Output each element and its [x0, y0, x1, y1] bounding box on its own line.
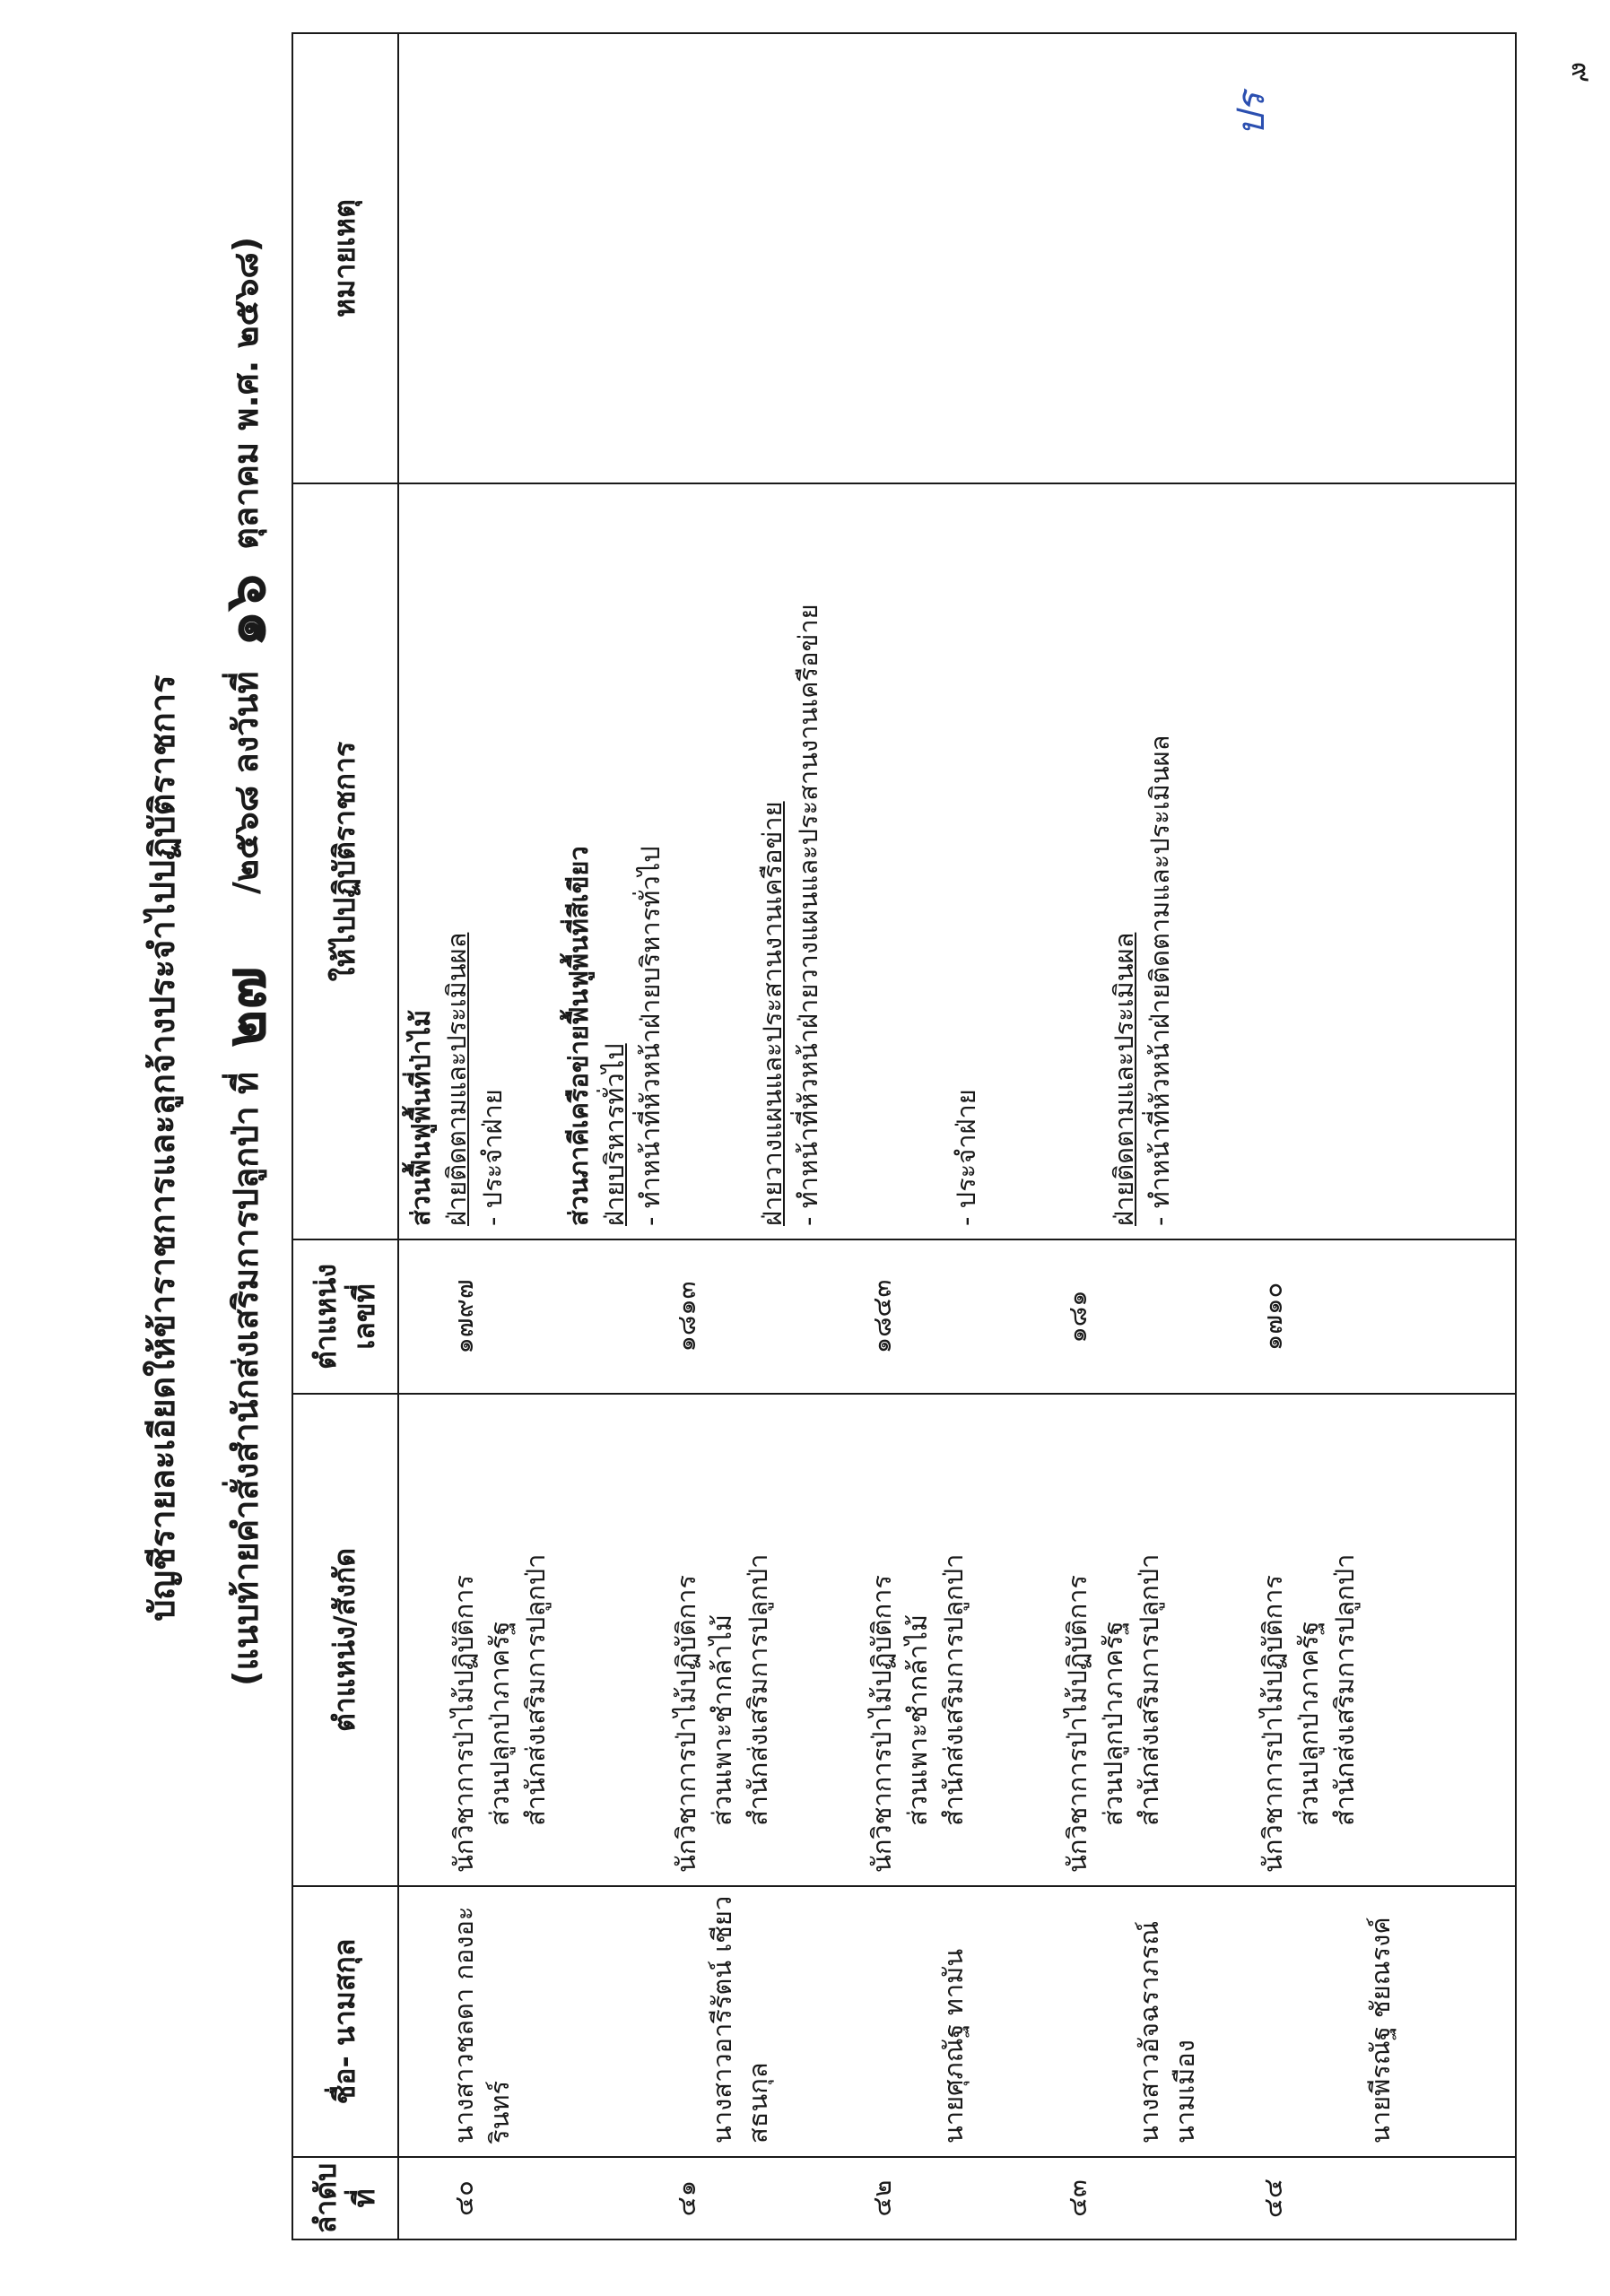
header-position: ตำแหน่ง/สังกัด — [292, 1394, 398, 1886]
seq-41: ๔๑ — [671, 2179, 702, 2217]
seq-40: ๔๐ — [448, 2180, 479, 2216]
duty-40: - ประจำฝ่าย — [477, 1089, 509, 1226]
pos-no-column — [398, 1239, 1516, 1394]
position-43 — [1059, 1400, 1167, 1873]
pos-no-41: ๑๘๑๓ — [671, 1281, 702, 1352]
duty-42: - ทำหน้าที่หัวหน้าฝ่ายวางแผนและประสานงานเครือข่าย — [793, 604, 824, 1226]
position-44 — [1255, 1400, 1362, 1873]
position-office: สำนักส่งเสริมการปลูกป่า — [743, 1553, 774, 1826]
position-title: นักวิชาการป่าไม้ปฏิบัติการ — [866, 1575, 898, 1873]
unit-44: ฝ่ายติดตามและประเมินผล — [1109, 932, 1140, 1226]
pos-no-44: ๑๗๑๐ — [1258, 1282, 1289, 1352]
position-title: นักวิชาการป่าไม้ปฏิบัติการ — [671, 1575, 702, 1873]
order-number: ๒๗ — [213, 966, 279, 1048]
name-43: นางสาวอัจฉราภรณ์ นามเมือง — [1134, 1920, 1201, 2144]
page-number: ๙ — [1565, 61, 1599, 83]
position-division: ส่วนเพาะชำกล้าไม้ — [707, 1614, 738, 1826]
document-title: บัญชีรายละเอียดให้ข้าราชการและลูกจ้างประจำไปปฏิบัติราชการ — [143, 674, 182, 1622]
seq-42: ๔๒ — [866, 2179, 898, 2217]
name-40: นางสาวชลดา กองอะรินทร์ — [448, 1906, 516, 2144]
position-40 — [446, 1400, 553, 1873]
header-pos-no — [292, 1239, 398, 1394]
position-title: นักวิชาการป่าไม้ปฏิบัติการ — [448, 1575, 479, 1873]
name-41: นางสาวอารีรัตน์ เชียวสธนกุล — [707, 1895, 774, 2144]
seq-44: ๔๔ — [1258, 2179, 1289, 2218]
duty-43: - ประจำฝ่าย — [951, 1089, 982, 1226]
position-division: ส่วนปลูกป่าภาครัฐ — [484, 1621, 516, 1826]
duty-44: - ทำหน้าที่หัวหน้าฝ่ายติดตามและประเมินผล — [1144, 735, 1176, 1226]
section-heading-41: ส่วนภาคีเครือข่ายฟื้นฟูพื้นที่สีเขียว — [563, 846, 595, 1226]
position-office: สำนักส่งเสริมการปลูกป่า — [1134, 1553, 1165, 1826]
name-42: นายศุภณัฐ ทามัน — [938, 1948, 970, 2144]
unit-41: ฝ่ายบริหารทั่วไป — [599, 1043, 631, 1226]
position-title: นักวิชาการป่าไม้ปฏิบัติการ — [1258, 1575, 1289, 1873]
order-month-year: ตุลาคม พ.ศ. ๒๕๖๘) — [226, 236, 265, 550]
name-column — [398, 1886, 1516, 2157]
pos-no-43: ๑๘๑ — [1062, 1290, 1093, 1344]
document-subtitle — [199, 237, 291, 1686]
header-pos-no-line2: เลขที่ — [347, 1283, 381, 1350]
unit-42: ฝ่ายวางแผนและประสานงานเครือข่าย — [757, 801, 788, 1226]
position-office: สำนักส่งเสริมการปลูกป่า — [520, 1553, 552, 1826]
header-pos-no-line1: ตำแหน่ง — [308, 1264, 343, 1370]
position-division: ส่วนปลูกป่าภาครัฐ — [1293, 1621, 1325, 1826]
header-seq: ลำดับที่ — [292, 2157, 398, 2239]
order-year: /๒๕๖๘ ลงวันที่ — [226, 671, 265, 895]
unit-40: ฝ่ายติดตามและประเมินผล — [441, 932, 473, 1226]
position-division: ส่วนเพาะชำกล้าไม้ — [902, 1614, 934, 1826]
order-day: ๑๖ — [213, 574, 279, 648]
remark-column — [398, 33, 1516, 483]
position-division: ส่วนปลูกป่าภาครัฐ — [1098, 1621, 1129, 1826]
name-44: นายพีรณัฐ ชัยณรงค์ — [1365, 1917, 1397, 2144]
assignment-table — [292, 32, 1517, 2240]
seq-column — [398, 2157, 1516, 2239]
header-remark: หมายเหตุ — [292, 33, 398, 483]
position-office: สำนักส่งเสริมการปลูกป่า — [1329, 1553, 1361, 1826]
signature-initials: ปร — [1229, 91, 1273, 136]
position-42 — [864, 1400, 971, 1873]
seq-43: ๔๓ — [1062, 2179, 1093, 2217]
header-name: ชื่อ- นามสกุล — [292, 1886, 398, 2157]
position-column — [398, 1394, 1516, 1886]
section-heading-40: ส่วนฟื้นฟูพื้นที่ป่าไม้ — [405, 1009, 436, 1226]
position-office: สำนักส่งเสริมการปลูกป่า — [938, 1553, 970, 1826]
position-41 — [668, 1400, 776, 1873]
header-row — [292, 33, 398, 2239]
header-assignment: ให้ไปปฏิบัติราชการ — [292, 483, 398, 1239]
duty-41: - ทำหน้าที่หัวหน้าฝ่ายบริหารทั่วไป — [635, 846, 666, 1226]
order-prefix: (แนบท้ายคำสั่งสำนักส่งเสริมการปลูกป่า ที่ — [226, 1072, 265, 1686]
position-title: นักวิชาการป่าไม้ปฏิบัติการ — [1062, 1575, 1093, 1873]
body-row — [398, 33, 1516, 2239]
assignment-column — [398, 483, 1516, 1239]
pos-no-42: ๑๘๔๓ — [866, 1279, 898, 1354]
pos-no-40: ๑๗๙๗ — [448, 1279, 479, 1354]
